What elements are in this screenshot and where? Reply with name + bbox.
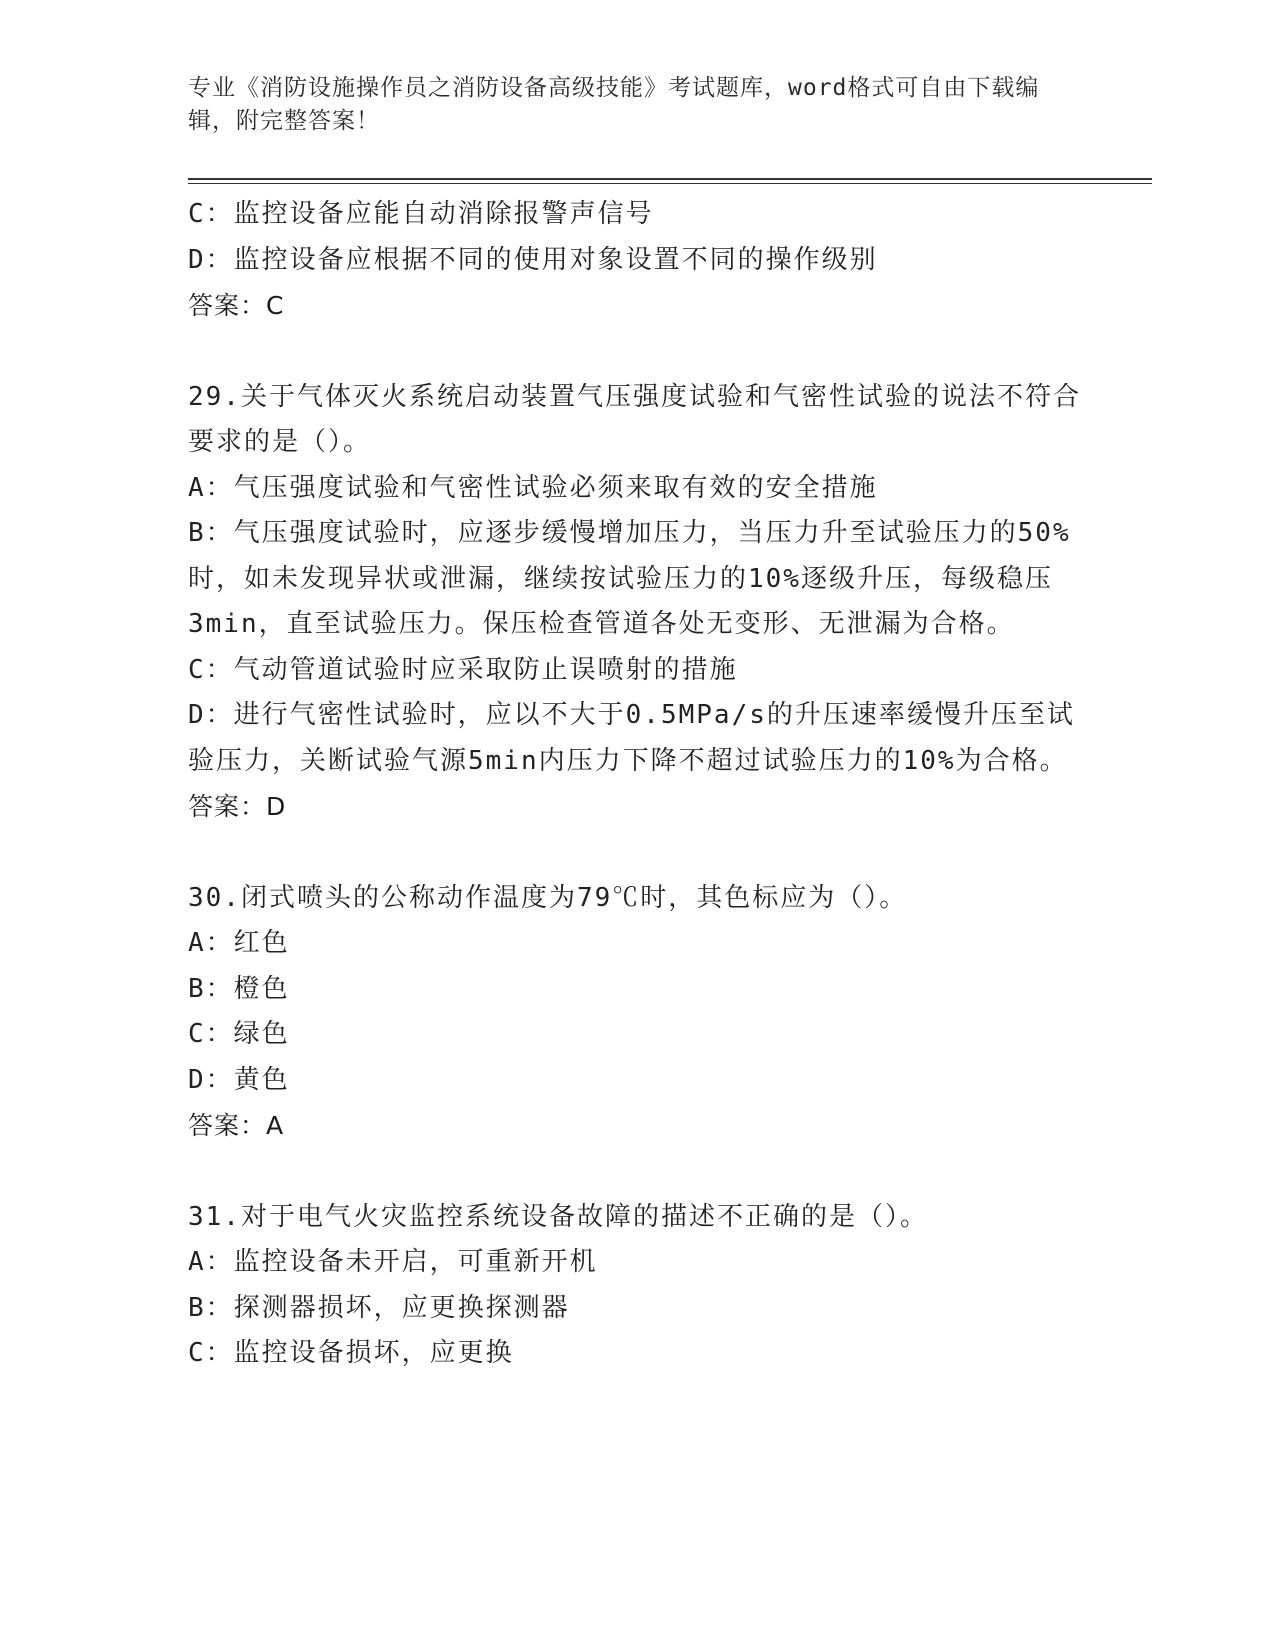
option-a: A：红色 xyxy=(188,928,290,958)
question-stem: 31.对于电气火灾监控系统设备故障的描述不正确的是（）。 xyxy=(188,1201,928,1232)
option-a: A：监控设备未开启，可重新开机 xyxy=(188,1247,598,1277)
question-31 xyxy=(188,1195,1088,1377)
option-b: B：探测器损坏，应更换探测器 xyxy=(188,1292,570,1323)
option-c: C：绿色 xyxy=(188,1019,290,1049)
prev-question-block xyxy=(188,192,1088,329)
question-stem: 30.闭式喷头的公称动作温度为79℃时，其色标应为（）。 xyxy=(188,882,908,913)
option-d: D：黄色 xyxy=(188,1064,290,1095)
option-d: D：监控设备应根据不同的使用对象设置不同的操作级别 xyxy=(188,244,878,275)
spacer xyxy=(188,1149,1088,1195)
question-30 xyxy=(188,876,1088,1149)
question-content xyxy=(188,192,1088,1377)
answer-line: 答案：A xyxy=(188,1111,285,1140)
answer-line: 答案：C xyxy=(188,291,285,320)
option-d: D：进行气密性试验时，应以不大于0.5MPa/s的升压速率缓慢升压至试验压力，关断试验气源5min内压力下降不超过试验压力的10%为合格。 xyxy=(188,700,1075,776)
answer-line: 答案：D xyxy=(188,792,287,821)
document-header: 专业《消防设施操作员之消防设备高级技能》考试题库，word格式可自由下载编辑，附完整答案！ xyxy=(188,75,1040,134)
spacer xyxy=(188,830,1088,876)
option-c: C：气动管道试验时应采取防止误喷射的措施 xyxy=(188,654,738,685)
spacer xyxy=(188,329,1088,375)
header-divider-thin xyxy=(188,183,1152,184)
option-b: B：橙色 xyxy=(188,973,290,1004)
option-a: A：气压强度试验和气密性试验必须来取有效的安全措施 xyxy=(188,472,878,503)
question-29 xyxy=(188,375,1088,830)
option-c: C：监控设备损坏，应更换 xyxy=(188,1338,514,1368)
option-c: C：监控设备应能自动消除报警声信号 xyxy=(188,199,654,229)
question-stem: 29.关于气体灭火系统启动装置气压强度试验和气密性试验的说法不符合要求的是（）。 xyxy=(188,381,1081,457)
option-b: B：气压强度试验时，应逐步缓慢增加压力，当压力升至试验压力的50%时，如未发现异状或泄漏，继续按试验压力的10%逐级升压，每级稳压3min，直至试验压力。保压检查管道各处无变形、无泄漏为合格。 xyxy=(188,518,1071,639)
header-divider-thick xyxy=(188,178,1152,180)
